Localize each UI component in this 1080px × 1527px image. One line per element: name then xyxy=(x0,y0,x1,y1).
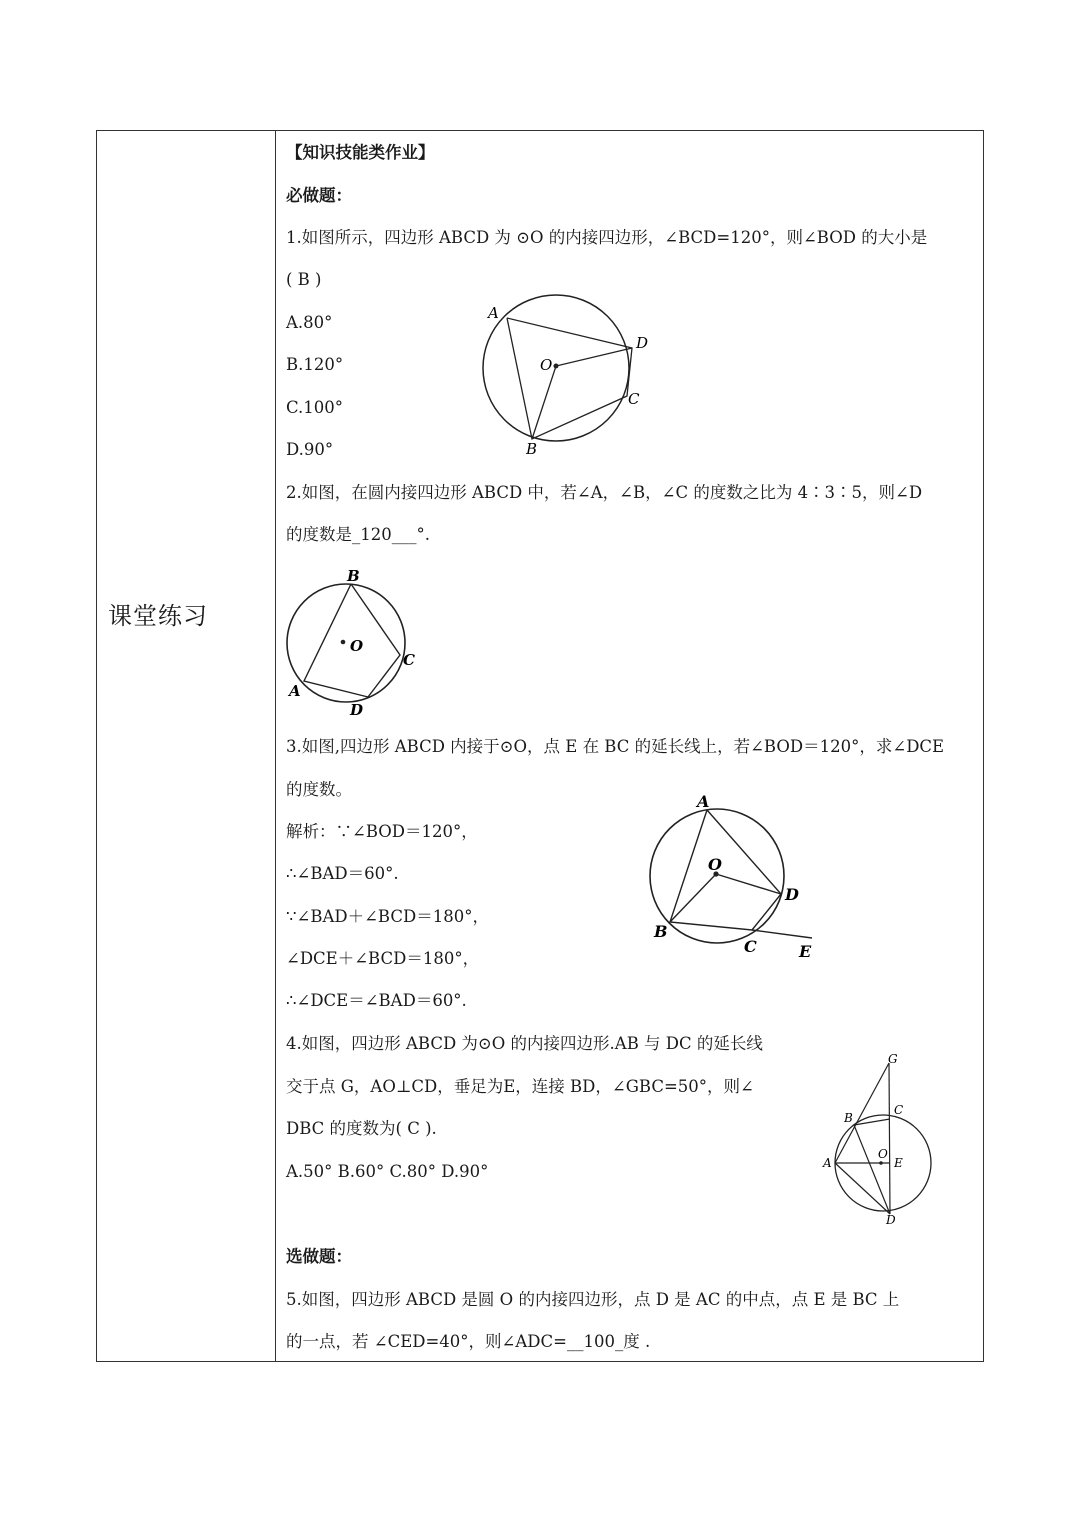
q3-label-d: D xyxy=(785,885,799,904)
q3-label-e: E xyxy=(799,942,812,961)
q4-text-3: DBC 的度数为( C ). xyxy=(286,1119,437,1138)
q3-solution-2: ∴∠BAD＝60°. xyxy=(286,864,399,883)
optional-title: 选做题： xyxy=(286,1247,352,1266)
q3-label-a: A xyxy=(697,792,710,811)
q4-figure xyxy=(818,1050,943,1230)
q1-label-a: A xyxy=(488,304,499,322)
q2-label-c: C xyxy=(403,651,415,669)
q2-text: 2.如图，在圆内接四边形 ABCD 中，若∠A，∠B，∠C 的度数之比为 4∶3∶5，则∠D xyxy=(286,483,923,502)
q4-label-g: G xyxy=(888,1052,898,1066)
row-label: 课堂练习 xyxy=(108,602,208,630)
q1-text: 1.如图所示，四边形 ABCD 为 ⊙O 的内接四边形，∠BCD=120°，则∠BOD 的大小是 xyxy=(286,228,928,247)
q3-solution-3: ∵∠BAD＋∠BCD＝180°， xyxy=(286,907,489,926)
q4-text-1: 4.如图，四边形 ABCD 为⊙O 的内接四边形.AB 与 DC 的延长线 xyxy=(286,1034,763,1053)
q2-figure xyxy=(280,565,430,720)
q1-option-b: B.120° xyxy=(286,355,344,374)
q3-figure xyxy=(640,790,830,965)
q4-label-d: D xyxy=(886,1213,896,1227)
q1-label-d: D xyxy=(636,334,649,352)
q4-text-2: 交于点 G，AO⊥CD，垂足为E，连接 BD，∠GBC=50°，则∠ xyxy=(286,1077,754,1096)
q1-option-c: C.100° xyxy=(286,398,344,417)
q4-label-o: O xyxy=(878,1147,888,1161)
q4-label-a: A xyxy=(823,1156,832,1170)
q1-option-d: D.90° xyxy=(286,440,334,459)
q1-option-a: A.80° xyxy=(286,313,333,332)
column-divider xyxy=(275,130,276,1362)
q3-text-2: 的度数。 xyxy=(286,780,352,799)
q4-label-b: B xyxy=(844,1111,853,1125)
q5-text-2: 的一点，若 ∠CED=40°，则∠ADC=__100_度 . xyxy=(286,1332,651,1351)
q1-label-c: C xyxy=(628,390,640,408)
q2-label-o: O xyxy=(350,637,364,655)
q2-label-b: B xyxy=(347,567,360,585)
q3-solution-1: 解析：∵∠BOD＝120°， xyxy=(286,822,478,841)
q3-label-o: O xyxy=(708,855,722,874)
q3-text: 3.如图,四边形 ABCD 内接于⊙O，点 E 在 BC 的延长线上，若∠BOD＝120°，求∠DCE xyxy=(286,737,945,756)
q3-label-b: B xyxy=(654,922,668,941)
section-title: 【知识技能类作业】 xyxy=(286,143,435,162)
q1-figure xyxy=(470,288,660,458)
q2-label-a: A xyxy=(289,682,301,700)
q4-label-e: E xyxy=(894,1156,903,1170)
required-title: 必做题： xyxy=(286,186,352,205)
q3-label-c: C xyxy=(744,937,757,956)
q1-label-o: O xyxy=(540,356,553,374)
q2-text-2: 的度数是_120___°. xyxy=(286,525,430,544)
q1-label-b: B xyxy=(526,440,538,458)
q4-label-c: C xyxy=(894,1103,904,1117)
q2-label-d: D xyxy=(350,701,364,719)
q3-solution-5: ∴∠DCE＝∠BAD＝60°. xyxy=(286,991,467,1010)
q3-solution-4: ∠DCE＋∠BCD＝180°， xyxy=(286,949,480,968)
q4-options: A.50° B.60° C.80° D.90° xyxy=(286,1162,489,1181)
q1-answer: ( B ) xyxy=(286,270,322,289)
q5-text: 5.如图，四边形 ABCD 是圆 O 的内接四边形，点 D 是 AC 的中点，点 E 是 BC 上 xyxy=(286,1290,900,1309)
